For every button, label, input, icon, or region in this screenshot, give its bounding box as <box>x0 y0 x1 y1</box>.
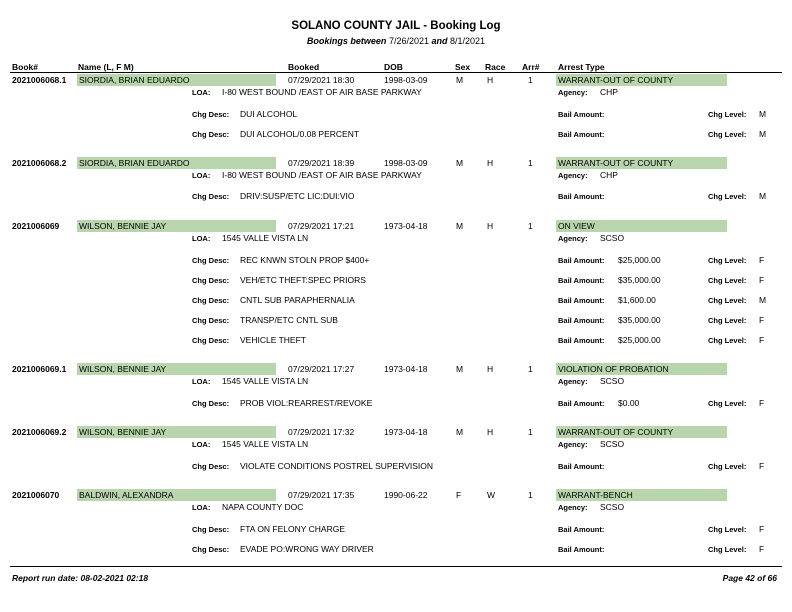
col-arr: Arr# <box>522 62 540 72</box>
agency-value: CHP <box>600 87 618 97</box>
charge-level-label: Chg Level: <box>708 336 747 345</box>
col-booked: Booked <box>288 62 320 72</box>
agency-value: SCSO <box>600 439 625 449</box>
charge-level: F <box>759 275 765 285</box>
charge-desc-label: Chg Desc: <box>192 296 230 305</box>
charge-desc-label: Chg Desc: <box>192 276 230 285</box>
race: H <box>487 75 494 85</box>
loa-value: 1545 VALLE VISTA LN <box>222 233 309 243</box>
bail-amount-label: Bail Amount: <box>558 399 605 408</box>
book-number: 2021006069 <box>12 221 60 231</box>
agency-value: SCSO <box>600 502 625 512</box>
charge-level-label: Chg Level: <box>708 130 747 139</box>
col-book: Book# <box>12 62 38 72</box>
charge-level-label: Chg Level: <box>708 110 747 119</box>
report-run-date: Report run date: 08-02-2021 02:18 <box>12 573 149 583</box>
charge-description: VEH/ETC THEFT:SPEC PRIORS <box>240 275 366 285</box>
booked-datetime: 07/29/2021 17:21 <box>288 221 355 231</box>
arrest-type: VIOLATION OF PROBATION <box>556 363 727 375</box>
subtitle-and: and <box>431 36 448 46</box>
charge-level: F <box>759 335 765 345</box>
bail-amount-label: Bail Amount: <box>558 276 605 285</box>
arrest-number: 1 <box>528 427 533 437</box>
charge-level-label: Chg Level: <box>708 256 747 265</box>
loa-label: LOA: <box>192 88 211 97</box>
race: W <box>487 490 496 500</box>
charge-description: DUI ALCOHOL/0.08 PERCENT <box>240 129 360 139</box>
bail-amount-label: Bail Amount: <box>558 296 605 305</box>
agency-label: Agency: <box>558 503 588 512</box>
bail-amount-label: Bail Amount: <box>558 545 605 554</box>
agency-label: Agency: <box>558 234 588 243</box>
book-number: 2021006068.2 <box>12 158 67 168</box>
race: H <box>487 427 494 437</box>
charge-description: VEHICLE THEFT <box>240 335 306 345</box>
arrest-type: WARRANT-OUT OF COUNTY <box>556 157 727 169</box>
arrest-number: 1 <box>528 364 533 374</box>
booked-datetime: 07/29/2021 17:35 <box>288 490 355 500</box>
loa-value: NAPA COUNTY DOC <box>222 502 304 512</box>
date-of-birth: 1973-04-18 <box>384 221 428 231</box>
agency-value: SCSO <box>600 233 625 243</box>
bail-amount-label: Bail Amount: <box>558 462 605 471</box>
charge-desc-label: Chg Desc: <box>192 110 230 119</box>
inmate-name: BALDWIN, ALEXANDRA <box>77 489 276 501</box>
start-date: 7/26/2021 <box>388 36 429 46</box>
race: H <box>487 221 494 231</box>
inmate-name: SIORDIA, BRIAN EDUARDO <box>77 157 276 169</box>
loa-value: 1545 VALLE VISTA LN <box>222 376 309 386</box>
bail-amount-label: Bail Amount: <box>558 256 605 265</box>
inmate-name: WILSON, BENNIE JAY <box>77 220 276 232</box>
sex: M <box>456 75 464 85</box>
sex: M <box>456 221 464 231</box>
charge-description: EVADE PO:WRONG WAY DRIVER <box>240 544 374 554</box>
bail-amount: $1,600.00 <box>618 295 656 305</box>
agency-value: SCSO <box>600 376 625 386</box>
col-arrest-type: Arrest Type <box>558 62 605 72</box>
agency-label: Agency: <box>558 171 588 180</box>
charge-description: CNTL SUB PARAPHERNALIA <box>240 295 355 305</box>
col-sex: Sex <box>455 62 471 72</box>
arrest-type: WARRANT-OUT OF COUNTY <box>556 74 727 86</box>
col-race: Race <box>485 62 506 72</box>
book-number: 2021006069.2 <box>12 427 67 437</box>
sex: M <box>456 364 464 374</box>
charge-level-label: Chg Level: <box>708 525 747 534</box>
loa-label: LOA: <box>192 503 211 512</box>
arrest-number: 1 <box>528 490 533 500</box>
charge-description: REC KNWN STOLN PROP $400+ <box>240 255 370 265</box>
arrest-number: 1 <box>528 221 533 231</box>
charge-level: M <box>759 191 767 201</box>
arrest-number: 1 <box>528 75 533 85</box>
bail-amount-label: Bail Amount: <box>558 192 605 201</box>
loa-label: LOA: <box>192 377 211 386</box>
page-number: Page 42 of 66 <box>722 573 777 583</box>
bail-amount: $0.00 <box>618 398 640 408</box>
date-of-birth: 1973-04-18 <box>384 364 428 374</box>
charge-level: M <box>759 129 767 139</box>
charge-level: M <box>759 295 767 305</box>
charge-desc-label: Chg Desc: <box>192 336 230 345</box>
charge-desc-label: Chg Desc: <box>192 256 230 265</box>
book-number: 2021006069.1 <box>12 364 67 374</box>
charge-description: DUI ALCOHOL <box>240 109 298 119</box>
bail-amount-label: Bail Amount: <box>558 130 605 139</box>
agency-label: Agency: <box>558 440 588 449</box>
charge-level-label: Chg Level: <box>708 276 747 285</box>
header-rule <box>10 72 782 73</box>
charge-level: F <box>759 398 765 408</box>
bail-amount-label: Bail Amount: <box>558 525 605 534</box>
bail-amount: $25,000.00 <box>618 255 661 265</box>
charge-desc-label: Chg Desc: <box>192 462 230 471</box>
booked-datetime: 07/29/2021 18:39 <box>288 158 355 168</box>
charge-desc-label: Chg Desc: <box>192 525 230 534</box>
subtitle-prefix: Bookings between <box>306 36 387 46</box>
date-of-birth: 1973-04-18 <box>384 427 428 437</box>
agency-label: Agency: <box>558 88 588 97</box>
booked-datetime: 07/29/2021 17:27 <box>288 364 355 374</box>
col-dob: DOB <box>384 62 403 72</box>
charge-desc-label: Chg Desc: <box>192 545 230 554</box>
charge-desc-label: Chg Desc: <box>192 130 230 139</box>
report-subtitle <box>0 36 792 46</box>
race: H <box>487 158 494 168</box>
charge-description: PROB VIOL:REARREST/REVOKE <box>240 398 373 408</box>
date-of-birth: 1990-06-22 <box>384 490 428 500</box>
bail-amount-label: Bail Amount: <box>558 316 605 325</box>
booked-datetime: 07/29/2021 17:32 <box>288 427 355 437</box>
sex: M <box>456 158 464 168</box>
charge-desc-label: Chg Desc: <box>192 192 230 201</box>
arrest-type: WARRANT-OUT OF COUNTY <box>556 426 727 438</box>
charge-level-label: Chg Level: <box>708 399 747 408</box>
bail-amount: $35,000.00 <box>618 275 661 285</box>
inmate-name: WILSON, BENNIE JAY <box>77 426 276 438</box>
agency-label: Agency: <box>558 377 588 386</box>
loa-label: LOA: <box>192 234 211 243</box>
bail-amount-label: Bail Amount: <box>558 110 605 119</box>
charge-level: F <box>759 544 765 554</box>
date-of-birth: 1998-03-09 <box>384 75 428 85</box>
bail-amount: $35,000.00 <box>618 315 661 325</box>
loa-label: LOA: <box>192 440 211 449</box>
loa-value: 1545 VALLE VISTA LN <box>222 439 309 449</box>
inmate-name: WILSON, BENNIE JAY <box>77 363 276 375</box>
booked-datetime: 07/29/2021 18:30 <box>288 75 355 85</box>
charge-level: F <box>759 461 765 471</box>
inmate-name: SIORDIA, BRIAN EDUARDO <box>77 74 276 86</box>
book-number: 2021006070 <box>12 490 60 500</box>
arrest-type: ON VIEW <box>556 220 727 232</box>
charge-level: M <box>759 109 767 119</box>
charge-level-label: Chg Level: <box>708 462 747 471</box>
footer-rule <box>10 566 782 567</box>
charge-description: VIOLATE CONDITIONS POSTREL SUPERVISION <box>240 461 434 471</box>
bail-amount-label: Bail Amount: <box>558 336 605 345</box>
report-title: SOLANO COUNTY JAIL - Booking Log <box>291 20 501 32</box>
charge-desc-label: Chg Desc: <box>192 316 230 325</box>
agency-value: CHP <box>600 170 618 180</box>
loa-value: I-80 WEST BOUND /EAST OF AIR BASE PARKWAY <box>222 170 422 180</box>
charge-level-label: Chg Level: <box>708 545 747 554</box>
charge-level-label: Chg Level: <box>708 316 747 325</box>
arrest-type: WARRANT-BENCH <box>556 489 727 501</box>
end-date: 8/1/2021 <box>450 36 486 46</box>
date-of-birth: 1998-03-09 <box>384 158 428 168</box>
col-name: Name (L, F M) <box>78 62 134 72</box>
loa-label: LOA: <box>192 171 211 180</box>
charge-description: FTA ON FELONY CHARGE <box>240 524 346 534</box>
charge-level-label: Chg Level: <box>708 192 747 201</box>
charge-level-label: Chg Level: <box>708 296 747 305</box>
arrest-number: 1 <box>528 158 533 168</box>
charge-level: F <box>759 255 765 265</box>
sex: M <box>456 427 464 437</box>
race: H <box>487 364 494 374</box>
charge-desc-label: Chg Desc: <box>192 399 230 408</box>
loa-value: I-80 WEST BOUND /EAST OF AIR BASE PARKWAY <box>222 87 422 97</box>
book-number: 2021006068.1 <box>12 75 67 85</box>
sex: F <box>456 490 462 500</box>
charge-level: F <box>759 315 765 325</box>
charge-description: TRANSP/ETC CNTL SUB <box>240 315 338 325</box>
charge-level: F <box>759 524 765 534</box>
bail-amount: $25,000.00 <box>618 335 661 345</box>
charge-description: DRIV:SUSP/ETC LIC:DUI:VIO <box>240 191 355 201</box>
